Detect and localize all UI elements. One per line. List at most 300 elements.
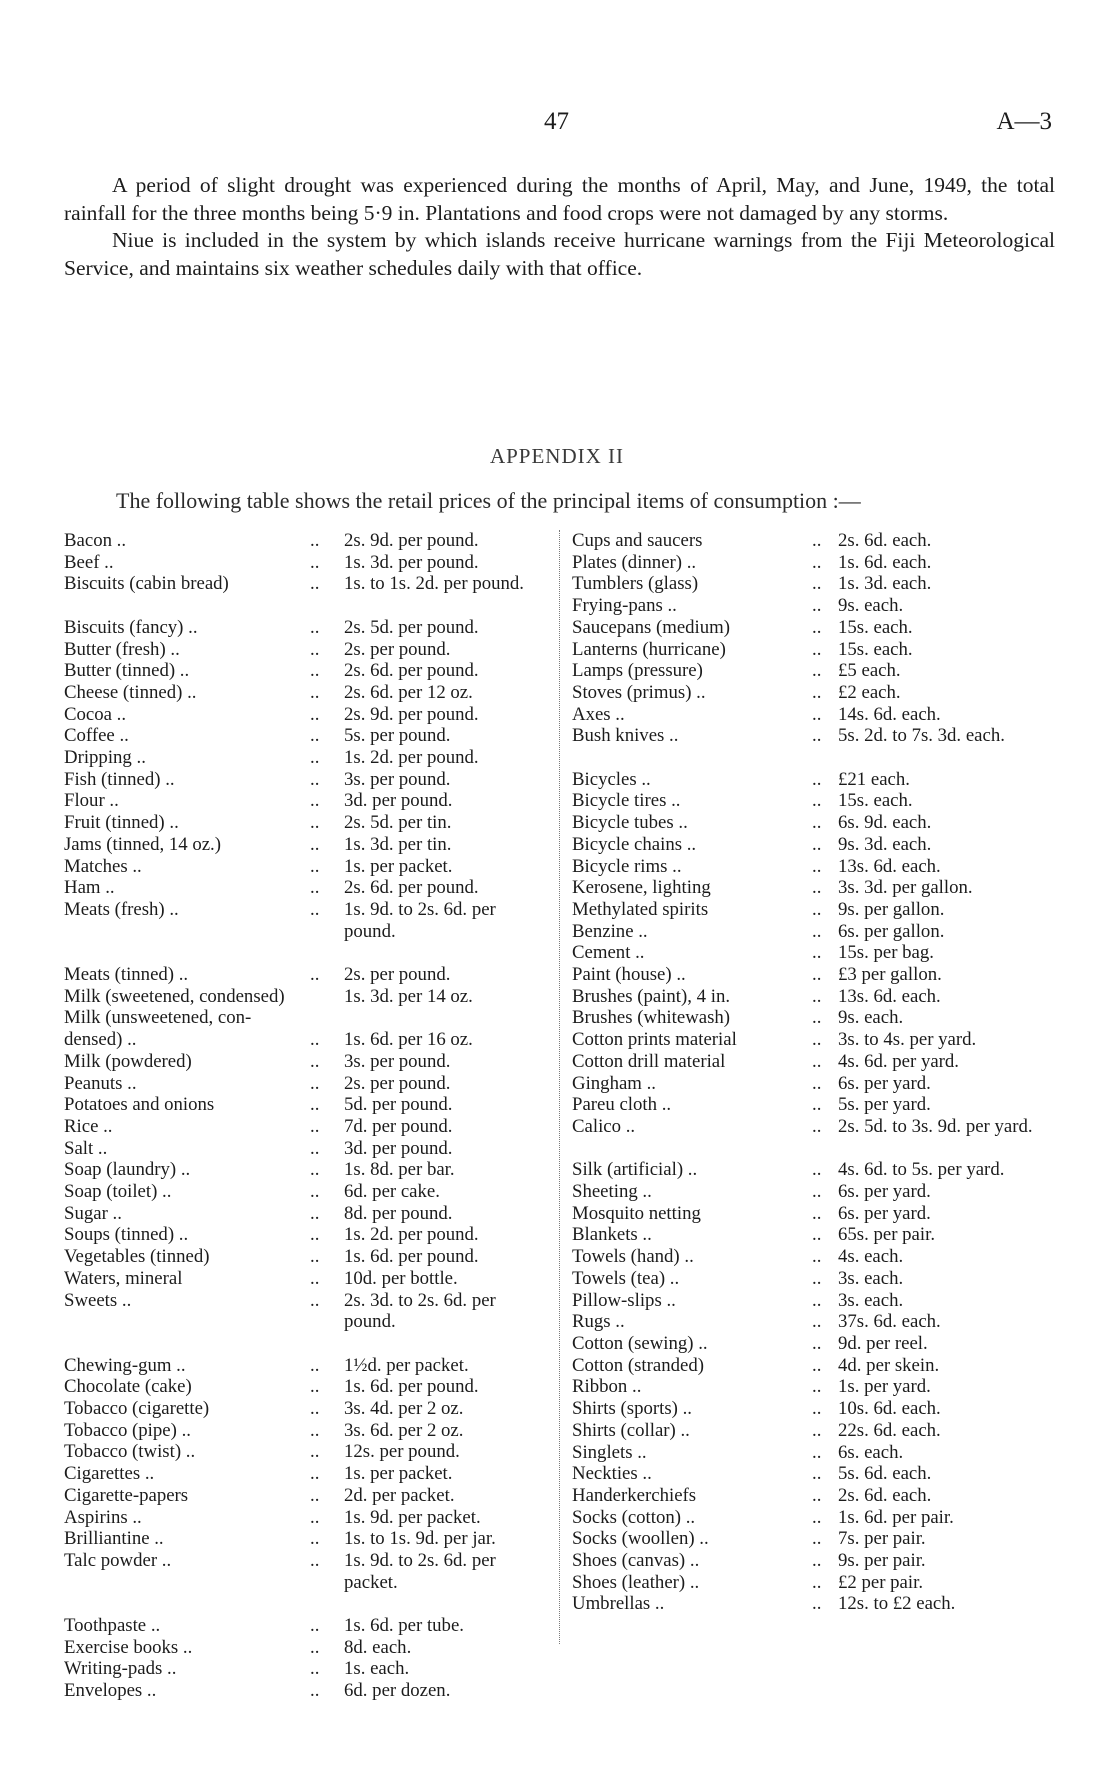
item-name: Milk (unsweetened, con-	[64, 1007, 252, 1029]
item-price: 1s. 9d. per packet.	[344, 1506, 481, 1528]
item-name: Butter (fresh) ..	[64, 638, 180, 660]
price-row	[572, 1463, 1054, 1485]
item-price: 3s. 4d. per 2 oz.	[344, 1398, 464, 1420]
leader-dots: ..	[812, 877, 822, 899]
price-row	[64, 899, 552, 942]
page-code: A—3	[996, 108, 1052, 135]
leader-dots: ..	[310, 703, 320, 725]
item-name: Biscuits (fancy) ..	[64, 616, 198, 638]
item-price: 6d. per dozen.	[344, 1680, 451, 1702]
item-name: Cocoa ..	[64, 703, 127, 725]
item-price: 2s. 5d. per pound.	[344, 616, 479, 638]
item-name: Salt ..	[64, 1137, 108, 1159]
leader-dots: ..	[812, 1441, 822, 1463]
price-row	[64, 573, 552, 595]
item-price: 2s. 6d. per 12 oz.	[344, 681, 473, 703]
price-row	[572, 1420, 1054, 1442]
price-row	[572, 964, 1054, 986]
item-price: 1s. 6d. per tube.	[344, 1615, 464, 1637]
item-price: 5s. 2d. to 7s. 3d. each.	[838, 725, 1005, 747]
item-name: Chocolate (cake)	[64, 1376, 192, 1398]
item-name: Cotton (stranded)	[572, 1354, 704, 1376]
item-price: 1s. 3d. per 14 oz.	[344, 985, 473, 1007]
item-price: 6s. per gallon.	[838, 920, 945, 942]
item-name: Handerkerchiefs	[572, 1484, 697, 1506]
item-price: 14s. 6d. each.	[838, 703, 941, 725]
item-price: 65s. per pair.	[838, 1224, 936, 1246]
item-name: Pillow-slips ..	[572, 1289, 676, 1311]
item-name: Towels (tea) ..	[572, 1267, 680, 1289]
item-name: Butter (tinned) ..	[64, 660, 190, 682]
price-row	[64, 1007, 552, 1029]
appendix-title: APPENDIX II	[489, 444, 625, 468]
item-price: £2 per pair.	[838, 1571, 924, 1593]
price-row	[64, 682, 552, 704]
price-row	[64, 1094, 552, 1116]
leader-dots: ..	[310, 1680, 320, 1702]
price-row	[64, 617, 552, 639]
leader-dots: ..	[310, 573, 320, 595]
item-name: Sweets ..	[64, 1289, 132, 1311]
item-name: Milk (sweetened, condensed)	[64, 985, 285, 1007]
item-price: £3 per gallon.	[838, 964, 942, 986]
item-name: Tobacco (cigarette)	[64, 1398, 210, 1420]
item-name: Cigarette-papers	[64, 1484, 189, 1506]
leader-dots: ..	[310, 1441, 320, 1463]
row-spacer	[64, 1593, 552, 1615]
leader-dots: ..	[812, 1376, 822, 1398]
price-row	[64, 1376, 552, 1398]
item-name: Matches ..	[64, 855, 142, 877]
leader-dots: ..	[812, 833, 822, 855]
item-price: 3d. per pound.	[344, 1137, 453, 1159]
price-row	[572, 1572, 1054, 1594]
price-row	[572, 877, 1054, 899]
price-row	[64, 856, 552, 878]
item-price: 10d. per bottle.	[344, 1267, 458, 1289]
item-price: 2s. 6d. each.	[838, 530, 932, 551]
price-row	[64, 1224, 552, 1246]
item-price: 2s. 6d. each.	[838, 1484, 932, 1506]
item-name: Singlets ..	[572, 1441, 647, 1463]
price-row	[64, 964, 552, 986]
price-row	[64, 790, 552, 812]
item-name: Shoes (canvas) ..	[572, 1550, 700, 1572]
leader-dots: ..	[812, 1419, 822, 1441]
item-price: 10s. 6d. each.	[838, 1398, 941, 1420]
item-price: 6s. 9d. each.	[838, 812, 932, 834]
item-price: 1s. 6d. per pair.	[838, 1506, 954, 1528]
price-row	[64, 1420, 552, 1442]
item-price: 9s. each.	[838, 595, 904, 617]
leader-dots: ..	[812, 573, 822, 595]
item-name: Bacon ..	[64, 530, 127, 551]
item-name: Stoves (primus) ..	[572, 681, 706, 703]
item-price: 1s. 3d. per tin.	[344, 833, 452, 855]
price-row	[572, 1550, 1054, 1572]
price-row	[64, 1290, 552, 1333]
item-price: 1s. each.	[344, 1658, 410, 1680]
item-name: Rice ..	[64, 1115, 113, 1137]
leader-dots: ..	[812, 1202, 822, 1224]
item-price: 2s. 3d. to 2s. 6d. per pound.	[344, 1289, 496, 1333]
item-name: Socks (woollen) ..	[572, 1528, 709, 1550]
item-name: Soap (laundry) ..	[64, 1159, 191, 1181]
item-price: 3s. to 4s. per yard.	[838, 1029, 977, 1051]
leader-dots: ..	[812, 985, 822, 1007]
price-row	[572, 1007, 1054, 1029]
item-name: Biscuits (cabin bread)	[64, 573, 229, 595]
price-row	[64, 1203, 552, 1225]
leader-dots: ..	[310, 1029, 320, 1051]
leader-dots: ..	[812, 1484, 822, 1506]
leader-dots: ..	[310, 1636, 320, 1658]
item-name: Frying-pans ..	[572, 595, 677, 617]
row-spacer	[64, 595, 552, 617]
item-price: 4s. 6d. per yard.	[838, 1050, 960, 1072]
item-price: 2s. per pound.	[344, 638, 451, 660]
item-name: Mosquito netting	[572, 1202, 701, 1224]
price-row	[572, 660, 1054, 682]
leader-dots: ..	[310, 1289, 320, 1311]
item-price: 6s. per yard.	[838, 1181, 931, 1203]
row-spacer	[64, 942, 552, 964]
price-row	[572, 769, 1054, 791]
item-name: Sugar ..	[64, 1202, 122, 1224]
leader-dots: ..	[310, 681, 320, 703]
item-name: Rugs ..	[572, 1311, 625, 1333]
item-price: 6s. per yard.	[838, 1202, 931, 1224]
leader-dots: ..	[310, 1506, 320, 1528]
item-name: Socks (cotton) ..	[572, 1506, 696, 1528]
item-price: 15s. each.	[838, 616, 913, 638]
item-price: 6d. per cake.	[344, 1181, 440, 1203]
item-price: 3s. 6d. per 2 oz.	[344, 1419, 464, 1441]
item-name: Cotton prints material	[572, 1029, 737, 1051]
item-price: 2s. 5d. per tin.	[344, 812, 452, 834]
item-name: Toothpaste ..	[64, 1615, 161, 1637]
price-row	[64, 834, 552, 856]
leader-dots: ..	[310, 855, 320, 877]
leader-dots: ..	[812, 1029, 822, 1051]
price-row	[572, 617, 1054, 639]
item-price: 37s. 6d. each.	[838, 1311, 941, 1333]
leader-dots: ..	[812, 964, 822, 986]
price-row	[64, 1051, 552, 1073]
page-header	[0, 108, 1114, 138]
price-row	[572, 1528, 1054, 1550]
item-price: 2s. 9d. per pound.	[344, 703, 479, 725]
item-price: 5s. 6d. each.	[838, 1463, 932, 1485]
item-name: Jams (tinned, 14 oz.)	[64, 833, 221, 855]
price-row	[572, 1485, 1054, 1507]
paragraph-hurricane-warnings: Niue is included in the system by which islands receive hurricane warnings from the Fiji Meteorological Service, and maintains six weather schedules daily with that office.	[64, 228, 1055, 280]
item-name: Brilliantine ..	[64, 1528, 164, 1550]
item-name: Writing-pads ..	[64, 1658, 177, 1680]
price-row	[64, 1550, 552, 1593]
leader-dots: ..	[812, 1224, 822, 1246]
price-row	[64, 1680, 552, 1702]
item-price: 2s. per pound.	[344, 964, 451, 986]
price-row	[64, 1116, 552, 1138]
item-name: Tobacco (twist) ..	[64, 1441, 196, 1463]
leader-dots: ..	[310, 768, 320, 790]
item-name: Bicycle tubes ..	[572, 812, 688, 834]
price-row	[64, 1463, 552, 1485]
price-row	[64, 1485, 552, 1507]
leader-dots: ..	[812, 725, 822, 747]
leader-dots: ..	[812, 616, 822, 638]
item-price: 15s. per bag.	[838, 942, 934, 964]
price-row	[572, 1073, 1054, 1095]
price-row	[64, 1637, 552, 1659]
item-name: Waters, mineral	[64, 1267, 183, 1289]
item-price: 4s. each.	[838, 1246, 904, 1268]
leader-dots: ..	[812, 1398, 822, 1420]
leader-dots: ..	[310, 638, 320, 660]
leader-dots: ..	[310, 551, 320, 573]
leader-dots: ..	[310, 1463, 320, 1485]
price-row	[64, 1159, 552, 1181]
item-name: Benzine ..	[572, 920, 648, 942]
item-name: Beef ..	[64, 551, 114, 573]
item-name: Cups and saucers	[572, 530, 703, 551]
item-name: Fish (tinned) ..	[64, 768, 175, 790]
item-name: Cement ..	[572, 942, 645, 964]
price-row	[572, 573, 1054, 595]
item-name: Tumblers (glass)	[572, 573, 699, 595]
item-name: Potatoes and onions	[64, 1094, 215, 1116]
price-row	[64, 1246, 552, 1268]
price-row	[572, 942, 1054, 964]
price-row	[572, 1290, 1054, 1312]
leader-dots: ..	[812, 1311, 822, 1333]
leader-dots: ..	[812, 812, 822, 834]
leader-dots: ..	[812, 790, 822, 812]
price-row	[64, 1073, 552, 1095]
item-price: 1s. per yard.	[838, 1376, 931, 1398]
price-row	[64, 1181, 552, 1203]
item-name: Bush knives ..	[572, 725, 679, 747]
item-name: Bicycle chains ..	[572, 833, 697, 855]
price-row	[64, 552, 552, 574]
item-price: £2 each.	[838, 681, 901, 703]
leader-dots: ..	[812, 595, 822, 617]
item-name: Bicycles ..	[572, 768, 651, 790]
price-row	[64, 812, 552, 834]
price-row	[64, 877, 552, 899]
item-name: Cotton (sewing) ..	[572, 1332, 708, 1354]
price-row	[64, 704, 552, 726]
item-name: Flour ..	[64, 790, 119, 812]
item-name: Soap (toilet) ..	[64, 1181, 172, 1203]
item-price: 4s. 6d. to 5s. per yard.	[838, 1159, 1005, 1181]
item-name: Peanuts ..	[64, 1072, 137, 1094]
item-price: 2s. 6d. per pound.	[344, 877, 479, 899]
price-row	[64, 660, 552, 682]
price-row	[64, 725, 552, 747]
item-name: Dripping ..	[64, 747, 146, 769]
item-price: 1s. 6d. each.	[838, 551, 932, 573]
price-row	[572, 1246, 1054, 1268]
price-row	[572, 1355, 1054, 1377]
item-price: 3s. each.	[838, 1267, 904, 1289]
leader-dots: ..	[812, 855, 822, 877]
leader-dots: ..	[310, 747, 320, 769]
price-row	[572, 812, 1054, 834]
item-price: 9s. each.	[838, 1007, 904, 1029]
item-price: 9d. per reel.	[838, 1332, 928, 1354]
leader-dots: ..	[812, 942, 822, 964]
leader-dots: ..	[310, 833, 320, 855]
price-row	[572, 790, 1054, 812]
item-name: Sheeting ..	[572, 1181, 652, 1203]
item-name: Neckties ..	[572, 1463, 652, 1485]
leader-dots: ..	[812, 768, 822, 790]
column-divider	[559, 530, 560, 1644]
leader-dots: ..	[812, 1246, 822, 1268]
item-price: 13s. 6d. each.	[838, 985, 941, 1007]
item-name: Milk (powdered)	[64, 1050, 192, 1072]
leader-dots: ..	[310, 790, 320, 812]
item-price: 2s. per pound.	[344, 1072, 451, 1094]
price-row	[572, 986, 1054, 1008]
leader-dots: ..	[310, 1658, 320, 1680]
item-price: 1s. 9d. to 2s. 6d. per packet.	[344, 1549, 496, 1593]
price-row	[64, 747, 552, 769]
price-row	[572, 1398, 1054, 1420]
price-row	[64, 1528, 552, 1550]
item-price: 4d. per skein.	[838, 1354, 940, 1376]
item-name: Pareu cloth ..	[572, 1094, 672, 1116]
item-name: Saucepans (medium)	[572, 616, 731, 638]
item-name: Silk (artificial) ..	[572, 1159, 698, 1181]
item-name: Lamps (pressure)	[572, 660, 703, 682]
price-row	[572, 1203, 1054, 1225]
row-spacer	[64, 1333, 552, 1355]
leader-dots: ..	[812, 530, 822, 551]
price-row	[64, 1507, 552, 1529]
price-row	[572, 1311, 1054, 1333]
item-price: 22s. 6d. each.	[838, 1419, 941, 1441]
leader-dots: ..	[310, 660, 320, 682]
price-row	[572, 1333, 1054, 1355]
price-row	[64, 1268, 552, 1290]
item-price: 7d. per pound.	[344, 1115, 453, 1137]
item-price: 13s. 6d. each.	[838, 855, 941, 877]
leader-dots: ..	[310, 530, 320, 551]
leader-dots: ..	[310, 1376, 320, 1398]
item-price: 1s. to 1s. 2d. per pound.	[344, 573, 524, 595]
leader-dots: ..	[310, 1398, 320, 1420]
price-row	[572, 1224, 1054, 1246]
leader-dots: ..	[310, 964, 320, 986]
item-name: Cigarettes ..	[64, 1463, 155, 1485]
leader-dots: ..	[310, 1267, 320, 1289]
item-price: 1s. 3d. per pound.	[344, 551, 479, 573]
item-price: 8d. each.	[344, 1636, 412, 1658]
item-name: Cotton drill material	[572, 1050, 726, 1072]
item-name: Envelopes ..	[64, 1680, 157, 1702]
item-price: 1s. 6d. per pound.	[344, 1246, 479, 1268]
leader-dots: ..	[310, 725, 320, 747]
leader-dots: ..	[310, 1181, 320, 1203]
item-price: 1s. 9d. to 2s. 6d. per pound.	[344, 898, 496, 942]
leader-dots: ..	[812, 1159, 822, 1181]
leader-dots: ..	[812, 1571, 822, 1593]
leader-dots: ..	[310, 1484, 320, 1506]
item-name: Cheese (tinned) ..	[64, 681, 197, 703]
price-row	[572, 1051, 1054, 1073]
item-name: Exercise books ..	[64, 1636, 193, 1658]
leader-dots: ..	[310, 812, 320, 834]
price-row	[64, 769, 552, 791]
item-name: Talc powder ..	[64, 1549, 172, 1571]
item-name: Methylated spirits	[572, 898, 709, 920]
price-row	[572, 725, 1054, 747]
price-row	[572, 1376, 1054, 1398]
price-row	[64, 1138, 552, 1160]
item-price: 15s. each.	[838, 638, 913, 660]
row-spacer	[572, 1138, 1054, 1160]
price-row	[572, 856, 1054, 878]
leader-dots: ..	[812, 1072, 822, 1094]
item-name: densed) ..	[64, 1029, 137, 1051]
leader-dots: ..	[812, 1115, 822, 1137]
item-price: 2d. per packet.	[344, 1484, 455, 1506]
item-name: Plates (dinner) ..	[572, 551, 697, 573]
price-row	[572, 834, 1054, 856]
item-name: Axes ..	[572, 703, 625, 725]
item-price: £5 each.	[838, 660, 901, 682]
item-name: Shirts (sports) ..	[572, 1398, 692, 1420]
item-price: 3d. per pound.	[344, 790, 453, 812]
item-name: Towels (hand) ..	[572, 1246, 694, 1268]
leader-dots: ..	[812, 1289, 822, 1311]
item-price: 3s. 3d. per gallon.	[838, 877, 973, 899]
item-name: Brushes (paint), 4 in.	[572, 985, 731, 1007]
item-name: Gingham ..	[572, 1072, 656, 1094]
item-name: Aspirins ..	[64, 1506, 142, 1528]
price-row	[572, 1181, 1054, 1203]
leader-dots: ..	[812, 898, 822, 920]
item-price: 1s. 8d. per bar.	[344, 1159, 455, 1181]
price-row	[572, 682, 1054, 704]
table-intro: The following table shows the retail prices of the principal items of consumption :—	[116, 488, 861, 513]
price-row	[64, 1398, 552, 1420]
item-name: Bicycle rims ..	[572, 855, 682, 877]
price-row	[572, 1159, 1054, 1181]
leader-dots: ..	[310, 1094, 320, 1116]
leader-dots: ..	[310, 1354, 320, 1376]
leader-dots: ..	[812, 1528, 822, 1550]
item-name: Shoes (leather) ..	[572, 1571, 700, 1593]
paragraph-drought: A period of slight drought was experienced during the months of April, May, and June, 1949, the total rainfall for the three months being 5·9 in. Plantations and food crops were not damaged by any storms.	[64, 173, 1055, 225]
leader-dots: ..	[812, 551, 822, 573]
price-row	[572, 595, 1054, 617]
leader-dots: ..	[310, 616, 320, 638]
price-row	[572, 1593, 1054, 1615]
item-price: 12s. to £2 each.	[838, 1593, 956, 1615]
intro-text	[64, 172, 1055, 282]
item-price: 1s. 6d. per pound.	[344, 1376, 479, 1398]
leader-dots: ..	[812, 1050, 822, 1072]
leader-dots: ..	[310, 1072, 320, 1094]
leader-dots: ..	[812, 681, 822, 703]
price-row	[64, 1029, 552, 1051]
leader-dots: ..	[812, 1550, 822, 1572]
leader-dots: ..	[812, 1267, 822, 1289]
